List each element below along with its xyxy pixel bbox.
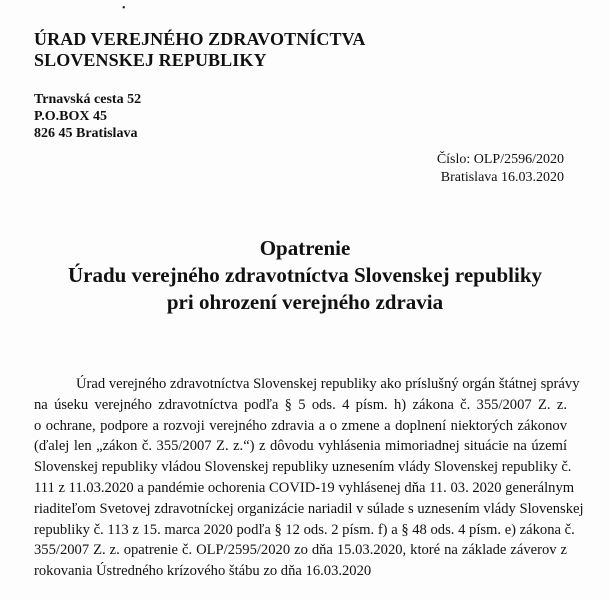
body-line: Slovenskej republiky vládou Slovenskej republiky uznesením vlády Slovenskej republiky č. xyxy=(34,459,572,476)
heading-line-1: Opatrenie xyxy=(259,236,351,260)
body-line: republiky č. 113 z 15. marca 2020 podľa § 12 ods. 2 písm. f) a § 48 ods. 4 písm. e) zákona č. xyxy=(34,521,575,538)
address-city: 826 45 Bratislava xyxy=(34,126,138,141)
authority-address xyxy=(34,91,141,142)
reference-block xyxy=(404,151,564,187)
reference-place-date: Bratislava 16.03.2020 xyxy=(440,170,564,185)
authority-line-1: ÚRAD VEREJNÉHO ZDRAVOTNÍCTVA xyxy=(34,29,366,49)
body-line: riaditeľom Svetovej zdravotníckej organizácie nariadil v súlade s uznesením vlády Slovenskej xyxy=(34,500,584,517)
body-line: (ďalej len „zákon č. 355/2007 Z. z.“) z dôvodu vyhlásenia mimoriadnej situácie na území xyxy=(34,438,567,455)
body-line: 111 z 11.03.2020 a pandémie ochorenia COVID-19 vyhlásenej dňa 11. 03. 2020 generálnym xyxy=(34,479,575,496)
body-line: 355/2007 Z. z. opatrenie č. OLP/2595/2020 zo dňa 15.03.2020, ktoré na základe záverov z xyxy=(34,542,567,559)
body-line: o ochrane, podpore a rozvoji verejného zdravia a o zmene a doplnení niektorých zákonov xyxy=(34,417,567,434)
address-street: Trnavská cesta 52 xyxy=(34,92,142,107)
body-line: na úseku verejného zdravotníctva podľa § 5 ods. 4 písm. h) zákona č. 355/2007 Z. z. xyxy=(34,396,567,413)
reference-number: Číslo: OLP/2596/2020 xyxy=(436,152,564,167)
address-pobox: P.O.BOX 45 xyxy=(34,109,107,124)
issuing-authority xyxy=(34,29,366,71)
body-line: Úrad verejného zdravotníctva Slovenskej republiky ako príslušný orgán štátnej správy xyxy=(76,376,580,392)
body-paragraph xyxy=(34,374,584,582)
document-heading xyxy=(0,235,610,316)
corner-mark: • xyxy=(122,3,126,14)
body-line: rokovania Ústredného krízového štábu zo dňa 16.03.2020 xyxy=(34,563,372,580)
heading-line-2: Úradu verejného zdravotníctva Slovenskej republiky xyxy=(67,263,543,287)
heading-line-3: pri ohrození verejného zdravia xyxy=(166,290,444,314)
authority-line-2: SLOVENSKEJ REPUBLIKY xyxy=(34,50,267,70)
